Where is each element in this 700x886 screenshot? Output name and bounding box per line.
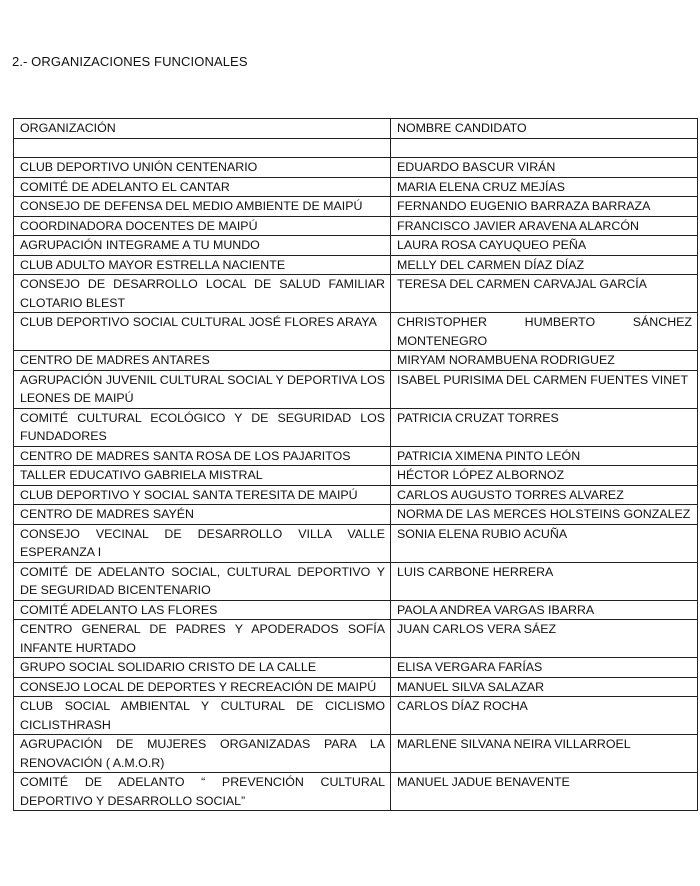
candidate-cell: SONIA ELENA RUBIO ACUÑA: [391, 524, 698, 562]
table-row: [14, 446, 698, 466]
candidate-cell: MIRYAM NORAMBUENA RODRIGUEZ: [391, 351, 698, 371]
candidate-cell: PATRICIA XIMENA PINTO LEÓN: [391, 446, 698, 466]
organization-cell: CLUB DEPORTIVO Y SOCIAL SANTA TERESITA DE MAIPÚ: [14, 485, 391, 505]
table-row: [14, 408, 698, 446]
table-row: [14, 658, 698, 678]
candidate-cell: HÉCTOR LÓPEZ ALBORNOZ: [391, 466, 698, 486]
table-header-row: [14, 119, 698, 139]
organization-cell: AGRUPACIÓN JUVENIL CULTURAL SOCIAL Y DEPORTIVA LOS LEONES DE MAIPÚ: [14, 370, 391, 408]
candidate-cell: MANUEL SILVA SALAZAR: [391, 677, 698, 697]
table-row: [14, 466, 698, 486]
organization-cell: AGRUPACIÓN INTEGRAME A TU MUNDO: [14, 236, 391, 256]
candidate-cell: MELLY DEL CARMEN DÍAZ DÍAZ: [391, 255, 698, 275]
candidate-cell: ISABEL PURISIMA DEL CARMEN FUENTES VINET: [391, 370, 698, 408]
blank-row: [14, 138, 698, 158]
organization-cell: CONSEJO DE DEFENSA DEL MEDIO AMBIENTE DE MAIPÚ: [14, 197, 391, 217]
organization-cell: COMITÉ DE ADELANTO “ PREVENCIÓN CULTURAL DEPORTIVO Y DESARROLLO SOCIAL”: [14, 773, 391, 811]
candidate-cell: PATRICIA CRUZAT TORRES: [391, 408, 698, 446]
candidate-cell: LUIS CARBONE HERRERA: [391, 562, 698, 600]
organization-cell: TALLER EDUCATIVO GABRIELA MISTRAL: [14, 466, 391, 486]
organization-cell: GRUPO SOCIAL SOLIDARIO CRISTO DE LA CALLE: [14, 658, 391, 678]
candidate-cell: CHRISTOPHER HUMBERTO SÁNCHEZ MONTENEGRO: [391, 313, 698, 351]
blank-cell: [14, 138, 391, 158]
candidate-cell: MANUEL JADUE BENAVENTE: [391, 773, 698, 811]
candidate-cell: ELISA VERGARA FARÍAS: [391, 658, 698, 678]
table-row: [14, 735, 698, 773]
organization-cell: CLUB DEPORTIVO SOCIAL CULTURAL JOSÉ FLORES ARAYA: [14, 313, 391, 351]
organization-cell: CENTRO DE MADRES SAYÉN: [14, 505, 391, 525]
table-row: [14, 677, 698, 697]
candidate-cell: LAURA ROSA CAYUQUEO PEÑA: [391, 236, 698, 256]
table-row: [14, 773, 698, 811]
candidate-cell: EDUARDO BASCUR VIRÁN: [391, 158, 698, 178]
table-row: [14, 216, 698, 236]
organization-cell: CENTRO GENERAL DE PADRES Y APODERADOS SOFÍA INFANTE HURTADO: [14, 620, 391, 658]
column-header-candidate: NOMBRE CANDIDATO: [391, 119, 698, 139]
table-row: [14, 236, 698, 256]
table-row: [14, 505, 698, 525]
table-row: [14, 485, 698, 505]
organization-cell: CENTRO DE MADRES SANTA ROSA DE LOS PAJARITOS: [14, 446, 391, 466]
table-row: [14, 620, 698, 658]
candidate-cell: MARIA ELENA CRUZ MEJÍAS: [391, 177, 698, 197]
organization-cell: CONSEJO LOCAL DE DEPORTES Y RECREACIÓN DE MAIPÚ: [14, 677, 391, 697]
table-row: [14, 600, 698, 620]
candidate-cell: NORMA DE LAS MERCES HOLSTEINS GONZALEZ: [391, 505, 698, 525]
table-row: [14, 275, 698, 313]
candidate-cell: MARLENE SILVANA NEIRA VILLARROEL: [391, 735, 698, 773]
candidate-cell: TERESA DEL CARMEN CARVAJAL GARCÍA: [391, 275, 698, 313]
candidate-cell: JUAN CARLOS VERA SÁEZ: [391, 620, 698, 658]
table-row: [14, 255, 698, 275]
table-body: [14, 138, 698, 811]
table-row: [14, 524, 698, 562]
table-row: [14, 313, 698, 351]
column-header-organization: ORGANIZACIÓN: [14, 119, 391, 139]
organization-cell: COMITÉ CULTURAL ECOLÓGICO Y DE SEGURIDAD LOS FUNDADORES: [14, 408, 391, 446]
organization-cell: CONSEJO VECINAL DE DESARROLLO VILLA VALLE ESPERANZA I: [14, 524, 391, 562]
organization-cell: CENTRO DE MADRES ANTARES: [14, 351, 391, 371]
table-row: [14, 370, 698, 408]
table-row: [14, 562, 698, 600]
organization-cell: CONSEJO DE DESARROLLO LOCAL DE SALUD FAMILIAR CLOTARIO BLEST: [14, 275, 391, 313]
organization-cell: CLUB DEPORTIVO UNIÓN CENTENARIO: [14, 158, 391, 178]
table-row: [14, 351, 698, 371]
table-row: [14, 197, 698, 217]
table-row: [14, 158, 698, 178]
organization-cell: CLUB ADULTO MAYOR ESTRELLA NACIENTE: [14, 255, 391, 275]
table-row: [14, 177, 698, 197]
blank-cell: [391, 138, 698, 158]
organization-cell: COMITÉ DE ADELANTO EL CANTAR: [14, 177, 391, 197]
organization-cell: CLUB SOCIAL AMBIENTAL Y CULTURAL DE CICLISMO CICLISTHRASH: [14, 697, 391, 735]
table-row: [14, 697, 698, 735]
candidate-cell: CARLOS DÍAZ ROCHA: [391, 697, 698, 735]
organizations-table: [13, 118, 698, 811]
candidate-cell: CARLOS AUGUSTO TORRES ALVAREZ: [391, 485, 698, 505]
candidate-cell: PAOLA ANDREA VARGAS IBARRA: [391, 600, 698, 620]
section-heading: 2.- ORGANIZACIONES FUNCIONALES: [12, 54, 248, 69]
candidate-cell: FERNANDO EUGENIO BARRAZA BARRAZA: [391, 197, 698, 217]
organization-cell: COMITÉ DE ADELANTO SOCIAL, CULTURAL DEPORTIVO Y DE SEGURIDAD BICENTENARIO: [14, 562, 391, 600]
organization-cell: COMITÉ ADELANTO LAS FLORES: [14, 600, 391, 620]
organization-cell: COORDINADORA DOCENTES DE MAIPÚ: [14, 216, 391, 236]
organization-cell: AGRUPACIÓN DE MUJERES ORGANIZADAS PARA LA RENOVACIÓN ( A.M.O.R): [14, 735, 391, 773]
candidate-cell: FRANCISCO JAVIER ARAVENA ALARCÓN: [391, 216, 698, 236]
